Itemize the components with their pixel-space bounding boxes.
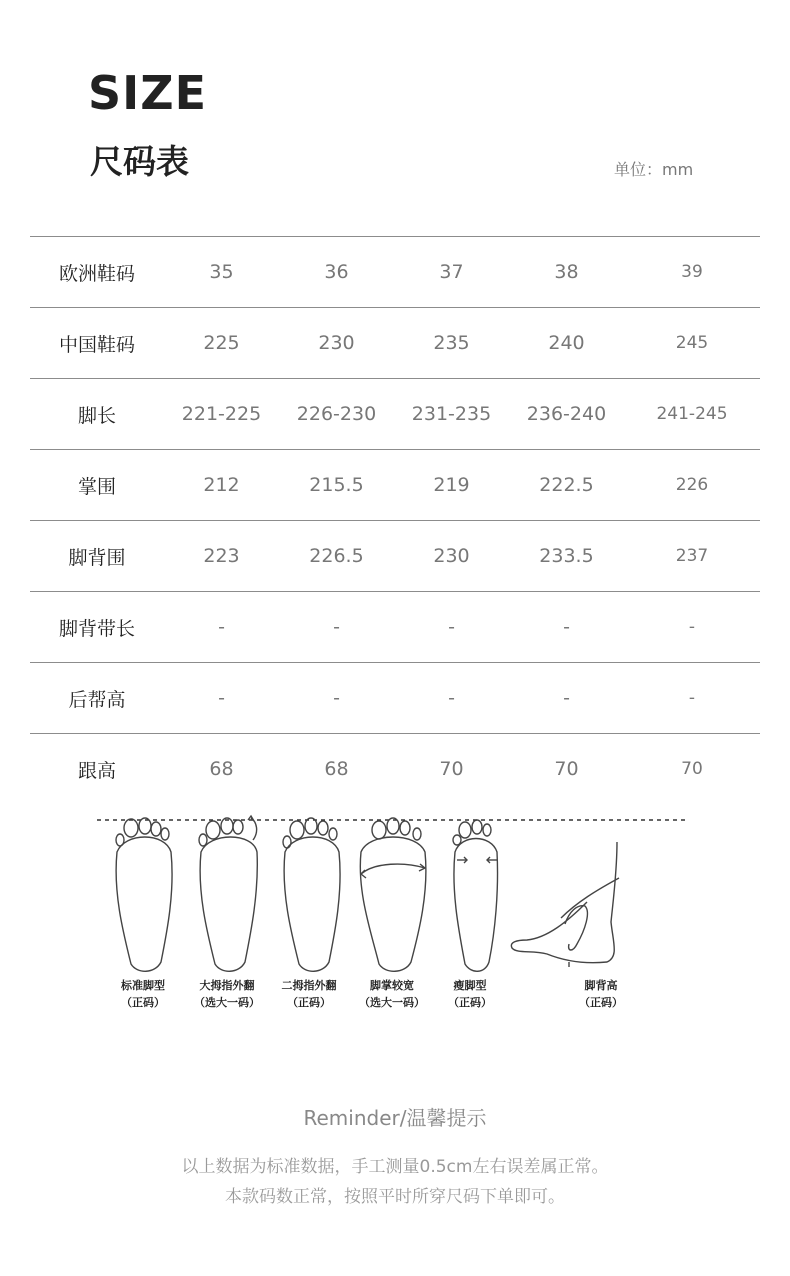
- table-row: [30, 379, 760, 450]
- foot-type-caption: [182, 977, 272, 1011]
- table-cell: 230: [433, 545, 470, 567]
- table-cell: -: [563, 687, 570, 709]
- row-label: 后帮高: [68, 688, 126, 711]
- table-row: [30, 663, 760, 734]
- table-cell: 235: [433, 332, 470, 354]
- table-cell: -: [448, 687, 455, 709]
- table-cell: 245: [675, 333, 709, 353]
- foot-wide-icon: [360, 818, 426, 971]
- unit-label: 单位：mm: [614, 160, 694, 179]
- table-cell: 231-235: [411, 403, 492, 425]
- table-cell: 70: [554, 758, 579, 780]
- table-cell: 38: [554, 261, 579, 283]
- table-row: [30, 237, 760, 308]
- table-cell: 240: [548, 332, 585, 354]
- row-label: 掌围: [77, 475, 116, 498]
- foot-type-note: （正码）: [287, 996, 331, 1009]
- table-cell: -: [218, 616, 225, 638]
- table-cell: 237: [675, 546, 709, 566]
- table-cell: -: [688, 688, 696, 708]
- table-cell: 35: [209, 261, 234, 283]
- table-cell: 241-245: [656, 404, 728, 424]
- table-cell: 39: [681, 262, 703, 282]
- table-cell: 226.5: [309, 545, 364, 567]
- foot-type-caption: [264, 977, 354, 1011]
- table-row: [30, 308, 760, 379]
- row-label: 跟高: [77, 759, 116, 782]
- reminder-line-2: 本款码数正常，按照平时所穿尺码下单即可。: [225, 1187, 565, 1207]
- row-label: 中国鞋码: [58, 333, 135, 356]
- title-cn: 尺码表: [90, 142, 189, 181]
- table-cell: 37: [439, 261, 464, 283]
- table-cell: 236-240: [526, 403, 607, 425]
- table-row: [30, 734, 760, 805]
- foot-sketches: [95, 812, 695, 977]
- table-cell: 70: [439, 758, 464, 780]
- row-label: 欧洲鞋码: [58, 262, 135, 285]
- reminder-line-1: 以上数据为标准数据，手工测量0.5cm左右误差属正常。: [181, 1157, 609, 1177]
- foot-type-note: （正码）: [448, 996, 492, 1009]
- table-cell: -: [688, 617, 696, 637]
- table-cell: -: [333, 616, 340, 638]
- table-cell: 233.5: [539, 545, 594, 567]
- table-cell: 219: [433, 474, 470, 496]
- table-cell: 212: [203, 474, 240, 496]
- table-cell: 68: [209, 758, 234, 780]
- foot-type-name: 二拇指外翻: [281, 979, 337, 992]
- foot-type-name: 大拇指外翻: [199, 979, 255, 992]
- foot-type-note: （选大一码）: [194, 996, 260, 1009]
- table-cell: -: [333, 687, 340, 709]
- foot-type-caption: [98, 977, 188, 1011]
- row-label: 脚长: [77, 404, 116, 427]
- title-en: SIZE: [88, 66, 208, 120]
- table-cell: 36: [324, 261, 349, 283]
- table-cell: 230: [318, 332, 355, 354]
- table-cell: -: [563, 616, 570, 638]
- table-cell: 215.5: [309, 474, 364, 496]
- table-cell: 223: [203, 545, 240, 567]
- foot-slim-icon: [453, 820, 498, 971]
- table-cell: 222.5: [539, 474, 594, 496]
- table-cell: 225: [203, 332, 240, 354]
- foot-second-toe-icon: [283, 818, 340, 971]
- foot-type-name: 标准脚型: [121, 979, 165, 992]
- foot-type-caption: [556, 977, 646, 1011]
- table-row: [30, 592, 760, 663]
- foot-high-instep-icon: [511, 842, 619, 967]
- foot-standard-icon: [116, 818, 172, 971]
- table-row: [30, 450, 760, 521]
- foot-type-caption: [347, 977, 437, 1011]
- foot-bunion-icon: [199, 816, 257, 971]
- table-cell: 226: [675, 475, 709, 495]
- table-cell: 221-225: [181, 403, 262, 425]
- reminder-title: Reminder/温馨提示: [303, 1106, 487, 1130]
- table-cell: 226-230: [296, 403, 377, 425]
- foot-type-name: 脚背高: [584, 979, 618, 992]
- row-label: 脚背围: [68, 546, 126, 569]
- foot-type-note: （正码）: [121, 996, 165, 1009]
- foot-type-name: 脚掌较宽: [370, 979, 414, 992]
- foot-type-name: 瘦脚型: [453, 979, 487, 992]
- table-cell: 70: [681, 759, 703, 779]
- table-cell: -: [218, 687, 225, 709]
- foot-type-caption: [425, 977, 515, 1011]
- table-row: [30, 521, 760, 592]
- table-cell: 68: [324, 758, 349, 780]
- size-table: [30, 236, 760, 804]
- foot-type-note: （选大一码）: [359, 996, 425, 1009]
- foot-type-note: （正码）: [579, 996, 623, 1009]
- table-cell: -: [448, 616, 455, 638]
- row-label: 脚背带长: [58, 617, 135, 640]
